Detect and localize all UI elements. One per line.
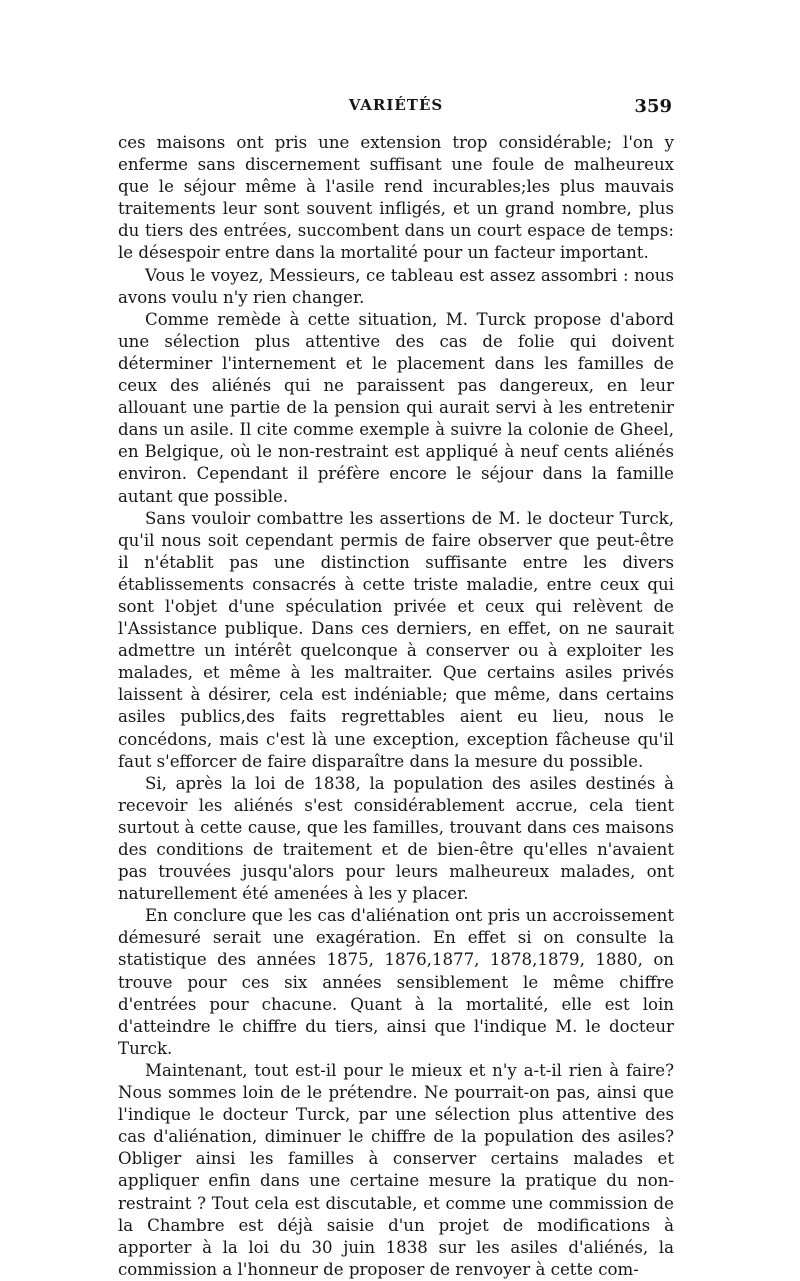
page-header — [118, 96, 674, 120]
paragraph: Sans vouloir combattre les assertions de M. le docteur Turck, qu'il nous soit cependant permis de faire observer que peut-être il n'établit pas une distinction suffisante entre les divers établissements consacrés à cette triste maladie, entre ceux qui sont l'objet d'une spéculation privée et ceux qui relèvent de l'Assistance publique. Dans ces derniers, en effet, on ne saurait admettre un intérêt quelconque à conserver ou à exploiter les malades, et même à les maltraiter. Que certains asiles privés laissent à désirer, cela est indéniable; que même, dans certains asiles publics,des faits regrettables aient eu lieu, nous le concédons, mais c'est là une exception, exception fâcheuse qu'il faut s'efforcer de faire disparaître dans la mesure du possible. — [118, 508, 674, 771]
page-number: 359 — [634, 96, 672, 117]
paragraph-continuation: ces maisons ont pris une extension trop considérable; l'on y enferme sans discernement suffisant une foule de malheureux que le séjour même à l'asile rend incurables;les plus mauvais traitements leur sont souvent infligés, et un grand nombre, plus du tiers des entrées, succombent dans un court espace de temps: le désespoir entre dans la mortalité pour un facteur important. — [118, 133, 674, 263]
paragraph: En conclure que les cas d'aliénation ont pris un accroissement démesuré serait une exagération. En effet si on consulte la statistique des années 1875, 1876,1877, 1878,1879, 1880, on trouve pour ces six années sensiblement le même chiffre d'entrées pour chacune. Quant à la mortalité, elle est loin d'atteindre le chiffre du tiers, ainsi que l'indique M. le docteur Turck. — [118, 906, 674, 1058]
body-text — [118, 132, 674, 1281]
book-page — [118, 96, 674, 1281]
paragraph: Maintenant, tout est-il pour le mieux et n'y a-t-il rien à faire? Nous sommes loin de le prétendre. Ne pourrait-on pas, ainsi que l'indique le docteur Turck, par une sélection plus attentive des cas d'aliénation, diminuer le chiffre de la population des asiles? Obliger ainsi les familles à conserver certains malades et appliquer enfin dans une certaine mesure la pratique du non-restraint ? Tout cela est discutable, et comme une commission de la Chambre est déjà saisie d'un projet de modifications à apporter à la loi du 30 juin 1838 sur les asiles d'aliénés, la commission a l'honneur de proposer de renvoyer à cette com- — [118, 1060, 674, 1279]
paragraph: Comme remède à cette situation, M. Turck propose d'abord une sélection plus attentive des cas de folie qui doivent déterminer l'internement et le placement dans les familles de ceux des aliénés qui ne paraissent pas dangereux, en leur allouant une partie de la pension qui aurait servi à les entretenir dans un asile. Il cite comme exemple à suivre la colonie de Gheel, en Belgique, où le non-restraint est appliqué à neuf cents aliénés environ. Cependant il préfère encore le séjour dans la famille autant que possible. — [118, 309, 674, 506]
paragraph: Si, après la loi de 1838, la population des asiles destinés à recevoir les aliénés s'est considérablement accrue, cela tient surtout à cette cause, que les familles, trouvant dans ces maisons des conditions de traitement et de bien-être qu'elles n'avaient pas trouvées jusqu'alors pour leurs malheureux malades, ont naturellement été amenées à les y placer. — [118, 773, 674, 904]
running-title: VARIÉTÉS — [348, 96, 444, 114]
paragraph: Vous le voyez, Messieurs, ce tableau est assez assombri : nous avons voulu n'y rien changer. — [118, 265, 674, 307]
